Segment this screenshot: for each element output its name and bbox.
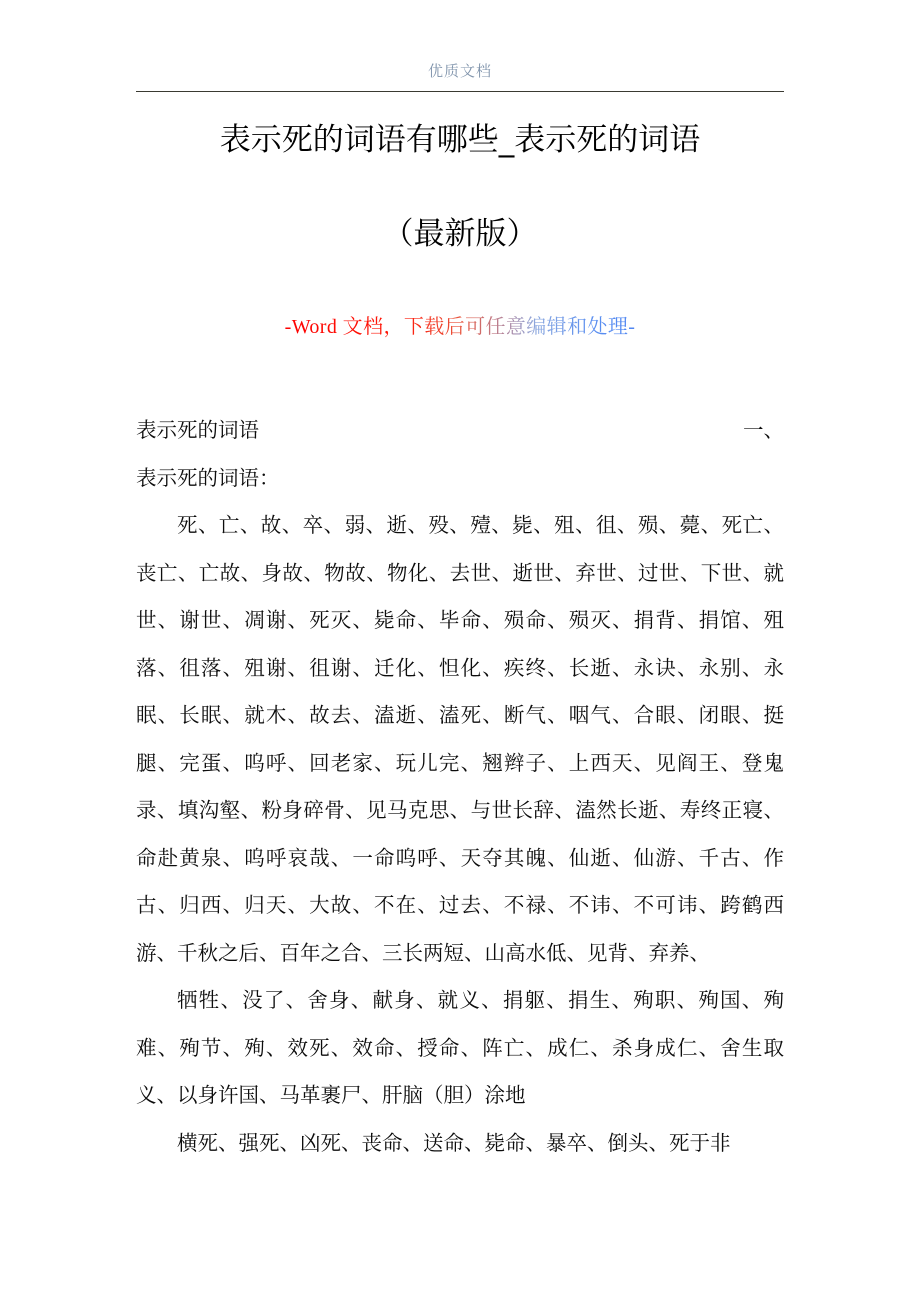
promo-text: -Word 文档，下载后可任意编辑和处理- xyxy=(285,313,636,341)
document-title: 表示死的词语有哪些_表示死的词语 xyxy=(219,122,701,158)
document-body xyxy=(136,408,784,1168)
promo-line xyxy=(100,313,820,341)
section-heading-row xyxy=(136,408,784,456)
page-header xyxy=(136,62,784,100)
header-watermark-text: 优质文档 xyxy=(427,64,492,80)
word-list-paragraph-2: 牺牲、没了、舍身、献身、就义、捐躯、捐生、殉职、殉国、殉难、殉节、殉、效死、效命、授命、阵亡、成仁、杀身成仁、舍生取义、以身许国、马革裹尸、肝脑（胆）涂地 xyxy=(136,990,784,1107)
word-list-paragraph-3: 横死、强死、凶死、丧命、送命、毙命、暴卒、倒头、死于非 xyxy=(177,1132,731,1155)
lead-in-paragraph: 表示死的词语： xyxy=(136,467,280,490)
document-version-label: （最新版） xyxy=(382,216,538,252)
header-divider-rule xyxy=(136,91,784,92)
word-list-paragraph-1: 死、亡、故、卒、弱、逝、殁、殪、毙、殂、徂、殒、薨、死亡、丧亡、亡故、身故、物故、物化、去世、逝世、弃世、过世、下世、就世、谢世、凋谢、死灭、毙命、毕命、殒命、殒灭、捐背、捐馆、殂落、徂落、殂谢、徂谢、迁化、怛化、疾终、长逝、永诀、永别、永眠、长眠、就木、故去、溘逝、溘死、断气、咽气、合眼、闭眼、挺腿、完蛋、呜呼、回老家、玩儿完、翘辫子、上西天、见阎王、登鬼录、填沟壑、粉身碎骨、见马克思、与世长辞、溘然长逝、寿终正寝、命赴黄泉、呜呼哀哉、一命呜呼、天夺其魄、仙逝、仙游、千古、作古、归西、归天、大故、不在、过去、不禄、不讳、不可讳、跨鹤西游、千秋之后、百年之合、三长两短、山高水低、见背、弃养、 xyxy=(136,515,784,965)
title-block xyxy=(100,117,820,257)
section-heading-text: 表示死的词语 xyxy=(136,420,259,442)
section-number-marker: 一、 xyxy=(743,420,784,442)
